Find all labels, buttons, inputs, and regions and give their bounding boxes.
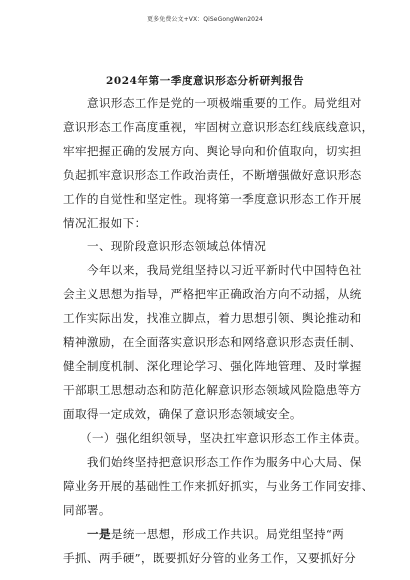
paragraph-line: 精神激励，在全面落实意识形态和网络意识形态责任制、	[63, 335, 362, 349]
bold-lead: 一是	[87, 527, 111, 541]
paragraph-line: 负起抓牢意识形态工作政治责任，不断增强做好意识形态	[63, 168, 362, 182]
paragraph-line: 干部职工思想动态和防范化解意识形态领域风险隐患等方	[63, 383, 362, 397]
page-header: 更多免费公文+VX：QiSeGongWen2024	[147, 16, 263, 23]
paragraph-line: 工作的自觉性和坚定性。现将第一季度意识形态工作开展	[63, 192, 362, 206]
paragraph-line: 同部署。	[63, 503, 111, 517]
paragraph-line: 我们始终坚持把意识形态工作作为服务中心大局、保	[87, 455, 362, 469]
paragraph-line: 手抓、两手硬”，既要抓好分管的业务工作，又要抓好分	[63, 551, 356, 565]
paragraph-line: 情况汇报如下：	[63, 216, 147, 230]
paragraph-line: 健全制度机制、深化理论学习、强化阵地管理、及时掌握	[63, 359, 362, 373]
paragraph-line: 今年以来，我局党组坚持以习近平新时代中国特色社	[87, 263, 362, 277]
paragraph-line-rest: 是统一思想，形成工作共识。局党组坚持“两	[110, 527, 345, 541]
subsection-heading: （一）强化组织领导，坚决扛牢意识形态工作主体责。	[80, 431, 367, 445]
paragraph-line	[87, 527, 344, 541]
paragraph-line: 意识形态工作是党的一项极端重要的工作。局党组对	[87, 96, 362, 110]
document-title: 2024年第一季度意识形态分析研判报告	[105, 75, 305, 87]
paragraph-line: 面取得一定成效，确保了意识形态领域安全。	[63, 407, 302, 421]
paragraph-line: 牢牢把握正确的发展方向、舆论导向和价值取向，切实担	[63, 144, 362, 158]
paragraph-line: 障业务开展的基础性工作来抓好抓实，与业务工作同安排、	[63, 479, 374, 493]
paragraph-line: 会主义思想为指导，严格把牢正确政治方向不动摇，从统	[63, 287, 362, 301]
paragraph-line: 工作实际出发，找准立脚点，着力思想引领、舆论推动和	[63, 311, 362, 325]
paragraph-line: 意识形态工作高度重视，牢固树立意识形态红线底线意识，	[63, 120, 374, 134]
section-heading: 一、现阶段意识形态领域总体情况	[87, 239, 267, 253]
